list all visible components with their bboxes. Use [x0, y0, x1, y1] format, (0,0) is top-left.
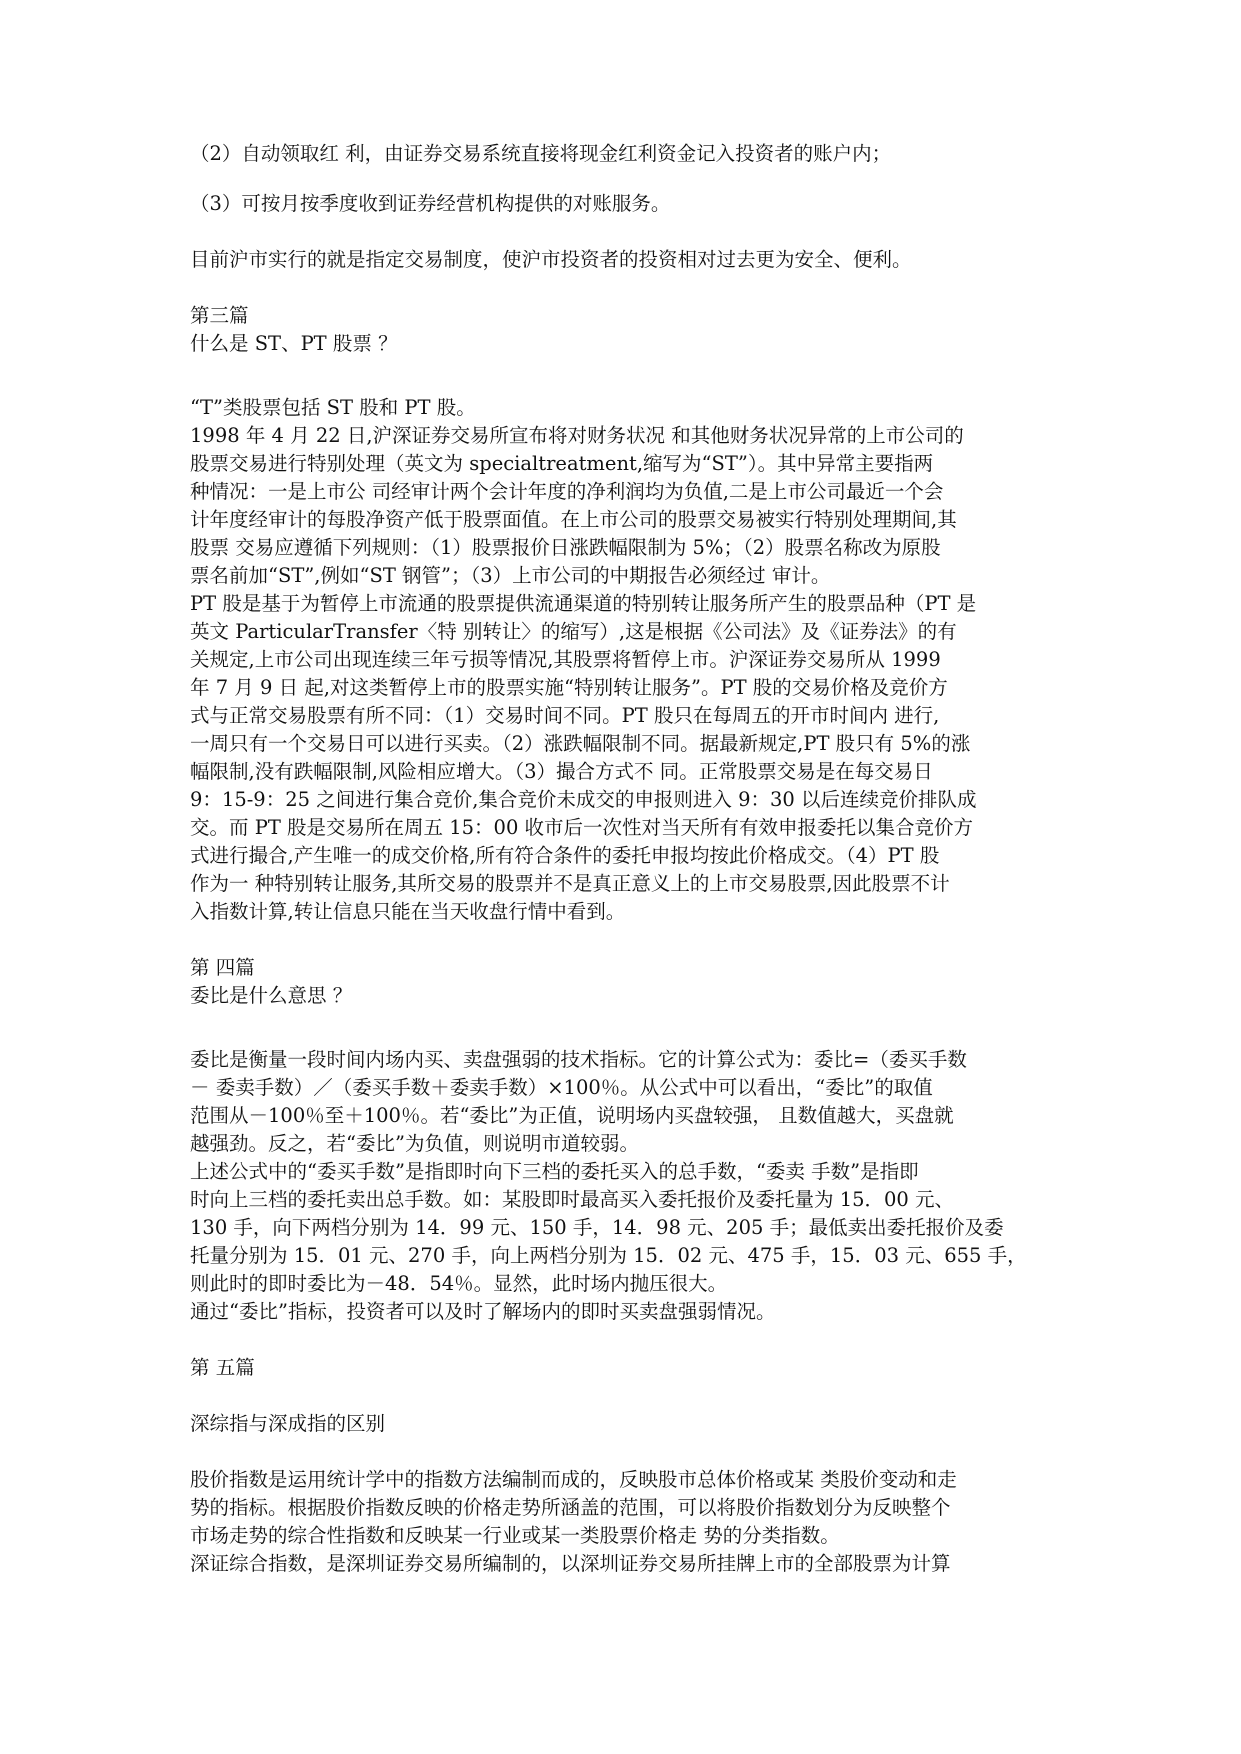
- text-line: 则此时的即时委比为－48．54％。显然，此时场内抛压很大。: [190, 1272, 728, 1295]
- section-3-chapter: 第三篇: [190, 304, 249, 327]
- text-line: 势的指标。根据股价指数反映的价格走势所涵盖的范围，可以将股价指数划分为反映整个: [190, 1496, 951, 1519]
- section-5-paragraph-2: [190, 1550, 1055, 1578]
- text-line: 委比是衡量一段时间内场内买、卖盘强弱的技术指标。它的计算公式为：委比=（委买手数: [190, 1048, 967, 1071]
- text-line: 计年度经审计的每股净资产低于股票面值。在上市公司的股票交易被实行特别处理期间,其: [190, 508, 957, 531]
- intro-paragraph-3: 目前沪市实行的就是指定交易制度，使沪市投资者的投资相对过去更为安全、便利。: [190, 248, 912, 271]
- text-line: PT 股是基于为暂停上市流通的股票提供流通渠道的特别转让服务所产生的股票品种（PT 是: [190, 592, 977, 615]
- section-4-paragraph-2: [190, 1158, 1055, 1298]
- intro-paragraph-1: （2）自动领取红 利，由证券交易系统直接将现金红利资金记入投资者的账户内；: [190, 142, 892, 165]
- text-line: 幅限制,没有跌幅限制,风险相应增大。（3）撮合方式不 同。正常股票交易是在每交易日: [190, 760, 933, 783]
- text-line: 英文 ParticularTransfer〈特 别转让〉的缩写）,这是根据《公司法》及《证券法》的有: [190, 620, 957, 643]
- text-line: 越强劲。反之，若“委比”为负值，则说明市道较弱。: [190, 1132, 639, 1155]
- document-page: [190, 140, 1055, 1578]
- text-line: 托量分别为 15．01 元、270 手，向上两档分别为 15．02 元、475 手，15．03 元、655 手，: [190, 1244, 1027, 1267]
- section-5-paragraph-1: [190, 1466, 1055, 1550]
- section-3-lead: “T”类股票包括 ST 股和 PT 股。: [190, 396, 476, 419]
- section-5: [190, 1354, 1055, 1578]
- intro-paragraph-2: （3）可按月按季度收到证券经营机构提供的对账服务。: [190, 192, 671, 215]
- section-3-paragraph-1: [190, 422, 1055, 590]
- text-line: 130 手，向下两档分别为 14．99 元、150 手，14．98 元、205 手；最低卖出委托报价及委: [190, 1216, 1004, 1239]
- section-3-title: 什么是 ST、PT 股票 ？: [190, 332, 398, 355]
- text-line: 交。而 PT 股是交易所在周五 15：00 收市后一次性对当天所有有效申报委托以集合竞价方: [190, 816, 974, 839]
- section-5-title: 深综指与深成指的区别: [190, 1412, 386, 1435]
- text-line: 9：15-9：25 之间进行集合竞价,集合竞价未成交的申报则进入 9：30 以后连续竞价排队成: [190, 788, 977, 811]
- section-4: [190, 954, 1055, 1326]
- text-line: 时向上三档的委托卖出总手数。如：某股即时最高买入委托报价及委托量为 15．00 元、: [190, 1188, 955, 1211]
- text-line: 股票交易进行特别处理（英文为 specialtreatment,缩写为“ST”）。其中异常主要指两: [190, 452, 934, 475]
- section-4-paragraph-3: 通过“委比”指标，投资者可以及时了解场内的即时买卖盘强弱情况。: [190, 1300, 776, 1323]
- text-line: － 委卖手数）／（委买手数＋委卖手数）×100％。从公式中可以看出，“委比”的取值: [190, 1076, 933, 1099]
- section-3: [190, 302, 1055, 926]
- section-4-title: 委比是什么意思 ？: [190, 984, 353, 1007]
- section-4-chapter: 第 四篇: [190, 956, 255, 979]
- section-4-paragraph-1: [190, 1046, 1055, 1158]
- text-line: 股票 交易应遵循下列规则：（1）股票报价日涨跌幅限制为 5%；（2）股票名称改为原股: [190, 536, 941, 559]
- text-line: 深证综合指数，是深圳证券交易所编制的，以深圳证券交易所挂牌上市的全部股票为计算: [190, 1552, 951, 1575]
- text-line: 种情况：一是上市公 司经审计两个会计年度的净利润均为负值,二是上市公司最近一个会: [190, 480, 944, 503]
- text-line: 票名前加“ST”,例如“ST 钢管”；（3）上市公司的中期报告必须经过 审计。: [190, 564, 831, 587]
- text-line: 入指数计算,转让信息只能在当天收盘行情中看到。: [190, 900, 626, 923]
- text-line: 上述公式中的“委买手数”是指即时向下三档的委托买入的总手数，“委卖 手数”是指即: [190, 1160, 919, 1183]
- text-line: 一周只有一个交易日可以进行买卖。（2）涨跌幅限制不同。据最新规定,PT 股只有 5%的涨: [190, 732, 971, 755]
- text-line: 式与正常交易股票有所不同：（1）交易时间不同。PT 股只在每周五的开市时间内 进行,: [190, 704, 940, 727]
- text-line: 范围从－100％至＋100％。若“委比”为正值，说明场内买盘较强， 且数值越大，买盘就: [190, 1104, 954, 1127]
- text-line: 1998 年 4 月 22 日,沪深证券交易所宣布将对财务状况 和其他财务状况异常的上市公司的: [190, 424, 964, 447]
- text-line: 作为一 种特别转让服务,其所交易的股票并不是真正意义上的上市交易股票,因此股票不计: [190, 872, 950, 895]
- text-line: 市场走势的综合性指数和反映某一行业或某一类股票价格走 势的分类指数。: [190, 1524, 840, 1547]
- section-5-chapter: 第 五篇: [190, 1356, 255, 1379]
- text-line: 股价指数是运用统计学中的指数方法编制而成的，反映股市总体价格或某 类股价变动和走: [190, 1468, 957, 1491]
- section-3-paragraph-2: [190, 590, 1055, 926]
- text-line: 式进行撮合,产生唯一的成交价格,所有符合条件的委托申报均按此价格成交。（4）PT 股: [190, 844, 940, 867]
- text-line: 关规定,上市公司出现连续三年亏损等情况,其股票将暂停上市。沪深证券交易所从 1999: [190, 648, 941, 671]
- text-line: 年 7 月 9 日 起,对这类暂停上市的股票实施“特别转让服务”。PT 股的交易价格及竞价方: [190, 676, 948, 699]
